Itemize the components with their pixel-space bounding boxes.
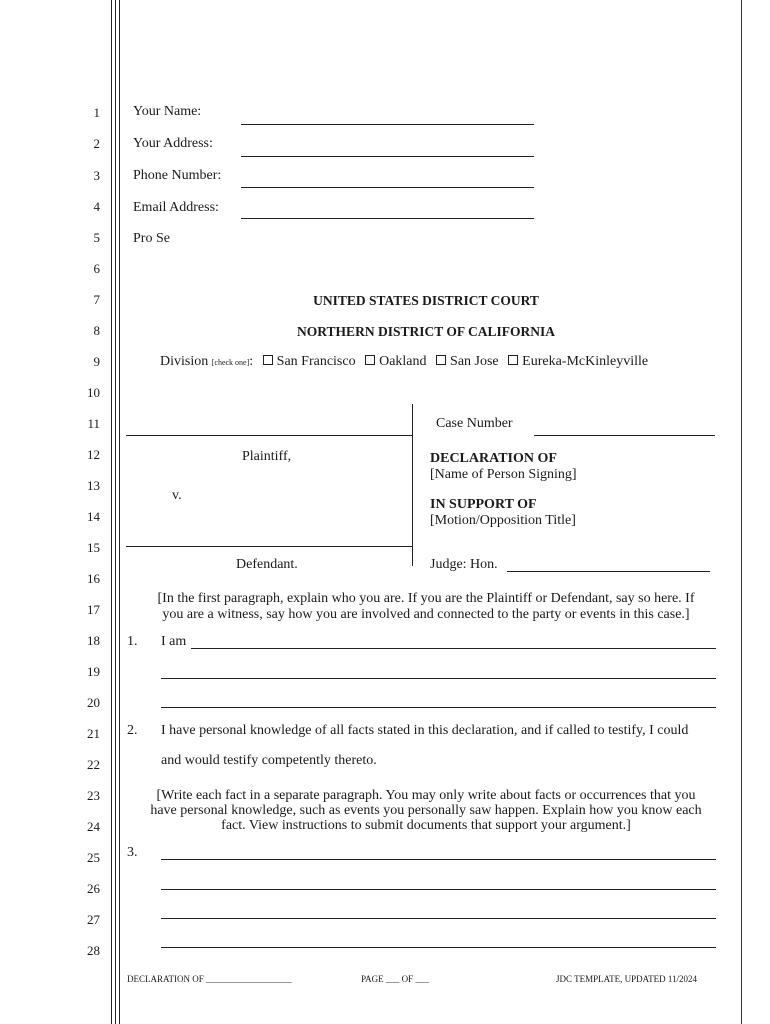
line-number: 21 [87,726,100,741]
right-margin-rule [741,0,742,1024]
name-label: Your Name: [133,104,202,119]
caption-divider [412,404,413,566]
motion-title-placeholder[interactable]: [Motion/Opposition Title] [430,513,576,528]
line-number: 13 [87,478,100,493]
email-label: Email Address: [133,200,219,215]
address-field[interactable] [241,156,534,157]
para1-answer-line[interactable] [191,648,716,649]
line-number: 22 [87,757,100,772]
left-margin-rule [119,0,120,1024]
declaration-of-heading: DECLARATION OF [430,451,557,466]
paragraph-number: 2. [127,723,138,738]
line-number: 10 [87,385,100,400]
email-field[interactable] [241,218,534,219]
line-number: 15 [87,540,100,555]
line-number: 6 [93,261,100,276]
para2-text: I have personal knowledge of all facts stated in this declaration, and if called to testify, I could [161,723,689,738]
judge-name-field[interactable] [507,571,710,572]
line-number: 23 [87,788,100,803]
checkbox-oakland[interactable] [365,355,375,365]
district-title: NORTHERN DISTRICT OF CALIFORNIA [297,324,555,339]
line-number: 5 [93,230,100,245]
in-support-of-heading: IN SUPPORT OF [430,497,537,512]
line-number: 16 [87,571,100,586]
plaintiff-name-field[interactable] [126,435,412,436]
instruction-text: fact. View instructions to submit documents that support your argument.] [221,818,631,833]
left-margin-rule [115,0,116,1024]
pro-se-label: Pro Se [133,231,170,246]
case-number-label: Case Number [436,416,513,431]
plaintiff-label: Plaintiff, [242,449,292,464]
division-label: Division [160,354,209,369]
line-number: 27 [87,912,100,927]
line-number: 26 [87,881,100,896]
line-number: 8 [93,323,100,338]
line-number: 2 [93,136,100,151]
para3-answer-line[interactable] [161,947,716,948]
line-number: 24 [87,819,100,834]
division-colon: : [249,354,254,369]
checkbox-eureka-mckinleyville[interactable] [508,355,518,365]
para1-text: I am [161,634,187,649]
footer-template-version: JDC TEMPLATE, UPDATED 11/2024 [556,974,698,984]
line-number: 4 [93,199,100,214]
line-number: 12 [87,447,100,462]
judge-label: Judge: Hon. [430,557,498,572]
line-number: 18 [87,633,100,648]
para1-answer-line[interactable] [161,678,716,679]
defendant-name-field[interactable] [126,546,412,547]
line-number: 19 [87,664,100,679]
footer-page-number: PAGE ___ OF ___ [361,974,429,984]
paragraph-number: 3. [127,845,138,860]
line-number: 9 [93,354,100,369]
line-number: 20 [87,695,100,710]
checkbox-san-jose[interactable] [436,355,446,365]
para2-text: and would testify competently thereto. [161,753,377,768]
phone-field[interactable] [241,187,534,188]
para3-answer-line[interactable] [161,859,716,860]
line-number: 1 [93,105,100,120]
division-check-note: [check one] [211,358,250,367]
name-field[interactable] [241,124,534,125]
signer-name-placeholder[interactable]: [Name of Person Signing] [430,467,577,482]
line-number: 28 [87,943,100,958]
para3-answer-line[interactable] [161,918,716,919]
line-number: 3 [93,168,100,183]
address-label: Your Address: [133,136,213,151]
line-number: 7 [93,292,100,307]
instruction-text: you are a witness, say how you are involved and connected to the party or events in this case.] [162,607,690,622]
division-row [160,354,648,370]
instruction-text: [Write each fact in a separate paragraph. You may only write about facts or occurrences that you [156,788,696,803]
case-number-field[interactable] [534,435,715,436]
division-option: Eureka-McKinleyville [522,354,649,369]
paragraph-number: 1. [127,634,138,649]
court-title: UNITED STATES DISTRICT COURT [313,293,539,308]
division-option: San Jose [450,354,499,369]
footer-declaration: DECLARATION OF ___________________ [127,974,292,984]
division-option: San Francisco [276,354,356,369]
division-option: Oakland [379,354,427,369]
instruction-text: have personal knowledge, such as events you personally saw happen. Explain how you know each [150,803,702,818]
left-margin-rule [111,0,112,1024]
checkbox-san-francisco[interactable] [263,355,273,365]
versus-label: v. [172,488,182,503]
line-number: 25 [87,850,100,865]
defendant-label: Defendant. [236,557,298,572]
line-number: 17 [87,602,100,617]
line-number: 14 [87,509,100,524]
line-number: 11 [87,416,100,431]
instruction-text: [In the first paragraph, explain who you are. If you are the Plaintiff or Defendant, say so here. If [157,591,695,606]
para1-answer-line[interactable] [161,707,716,708]
phone-label: Phone Number: [133,168,222,183]
para3-answer-line[interactable] [161,889,716,890]
